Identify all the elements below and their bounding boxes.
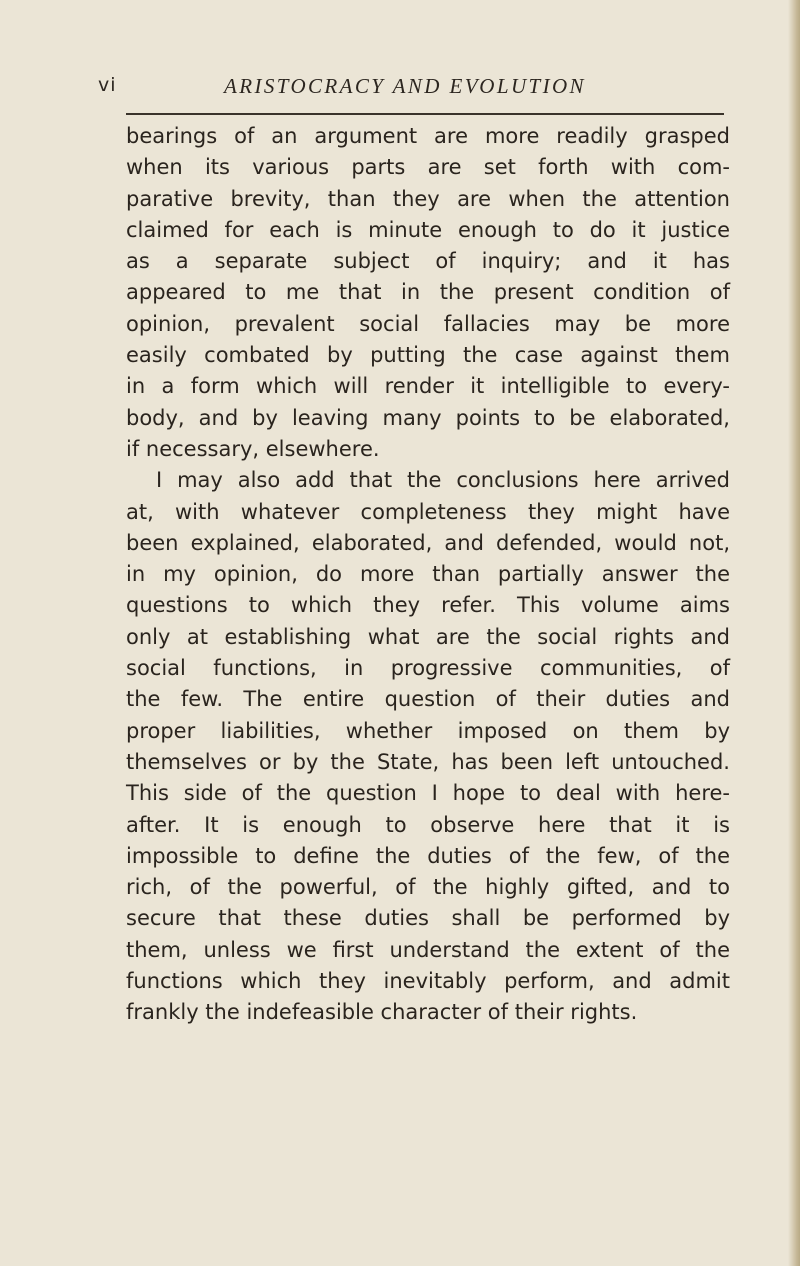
text-line: at, with whatever completeness they might have	[126, 499, 730, 524]
text-line: in a form which will render it intelligible to every-	[126, 374, 730, 399]
text-line: claimed for each is minute enough to do it justice	[126, 217, 730, 242]
body-text	[126, 121, 730, 1029]
paragraph-1	[126, 121, 730, 465]
text-line: This side of the question I hope to deal with here-	[126, 781, 730, 806]
page-edge-shadow	[788, 0, 800, 1266]
text-line: appeared to me that in the present condition of	[126, 280, 730, 305]
text-line: only at establishing what are the social rights and	[126, 624, 730, 649]
text-line: impossible to define the duties of the few, of the	[126, 843, 730, 868]
text-line: the few. The entire question of their duties and	[126, 687, 730, 712]
text-line: them, unless we first understand the extent of the	[126, 937, 730, 962]
running-title: ARISTOCRACY AND EVOLUTION	[224, 74, 586, 98]
page-number: vi	[98, 74, 117, 96]
text-line: functions which they inevitably perform, and admit	[126, 969, 730, 994]
text-line: themselves or by the State, has been left untouched.	[126, 749, 730, 774]
text-line: in my opinion, do more than partially answer the	[126, 562, 730, 587]
text-line: if necessary, elsewhere.	[126, 436, 380, 461]
text-line: been explained, elaborated, and defended, would not,	[126, 530, 730, 555]
text-line: secure that these duties shall be performed by	[126, 906, 730, 931]
paragraph-2	[126, 465, 730, 1028]
text-line: I may also add that the conclusions here arrived	[156, 468, 730, 493]
text-line: rich, of the powerful, of the highly gifted, and to	[126, 875, 730, 900]
text-line: body, and by leaving many points to be elaborated,	[126, 405, 730, 430]
text-line: bearings of an argument are more readily grasped	[126, 124, 730, 148]
text-line: easily combated by putting the case against them	[126, 343, 730, 368]
text-line: frankly the indefeasible character of their rights.	[126, 1000, 638, 1025]
text-line: social functions, in progressive communities, of	[126, 656, 730, 681]
text-line: as a separate subject of inquiry; and it has	[126, 249, 730, 274]
text-line: parative brevity, than they are when the attention	[126, 186, 730, 211]
text-line: when its various parts are set forth with com-	[126, 155, 730, 180]
text-line: proper liabilities, whether imposed on them by	[126, 718, 730, 743]
text-line: questions to which they refer. This volume aims	[126, 593, 730, 618]
text-line: opinion, prevalent social fallacies may be more	[126, 311, 730, 336]
running-head	[98, 74, 738, 110]
text-line: after. It is enough to observe here that it is	[126, 812, 730, 837]
header-rule	[126, 113, 724, 115]
